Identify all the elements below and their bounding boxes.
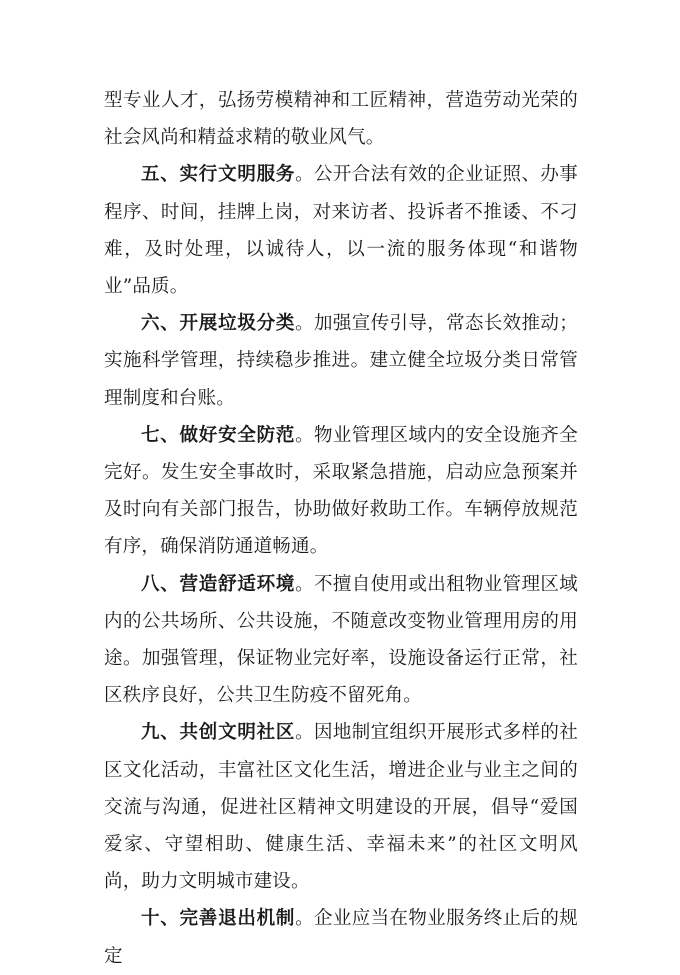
paragraph-text: 。因地制宜组织开展形式多样的社区文化活动，丰富社区文化生活，增进企业与业主之间的交流与沟通，促进社区精神文明建设的开展，倡导“爱国爱家、守望相助、健康生活、幸福未来”的社区文明风尚，助力文明城市建设。 — [104, 722, 578, 893]
paragraph-garbage-sorting — [104, 305, 578, 417]
section-heading: 十、完善退出机制 — [141, 908, 296, 930]
section-heading: 八、营造舒适环境 — [141, 573, 296, 595]
paragraph-text: 型专业人才，弘扬劳模精神和工匠精神，营造劳动光荣的社会风尚和精益求精的敬业风气。 — [104, 90, 578, 149]
section-heading: 六、开展垃圾分类 — [141, 313, 296, 335]
paragraph-text: 。加强宣传引导，常态长效推动；实施科学管理，持续稳步推进。建立健全垃圾分类日常管理制度和台账。 — [104, 313, 578, 409]
paragraph-safety — [104, 417, 578, 566]
paragraph-text: 。物业管理区域内的安全设施齐全完好。发生安全事故时，采取紧急措施，启动应急预案并及时向有关部门报告，协助做好救助工作。车辆停放规范有序，确保消防通道畅通。 — [104, 424, 578, 558]
paragraph-continuation — [104, 82, 578, 156]
document-body — [104, 82, 578, 975]
paragraph-civilized-service — [104, 156, 578, 305]
paragraph-text: 。企业应当在物业服务终止后的规定 — [104, 908, 578, 967]
paragraph-community — [104, 714, 578, 900]
paragraph-environment — [104, 566, 578, 715]
paragraph-text: 。不擅自使用或出租物业管理区域内的公共场所、公共设施，不随意改变物业管理用房的用途。加强管理，保证物业完好率，设施设备运行正常，社区秩序良好，公共卫生防疫不留死角。 — [104, 573, 578, 707]
section-heading: 七、做好安全防范 — [141, 424, 296, 446]
section-heading: 五、实行文明服务 — [141, 164, 296, 186]
paragraph-exit-mechanism — [104, 900, 578, 974]
paragraph-text: 。公开合法有效的企业证照、办事程序、时间，挂牌上岗，对来访者、投诉者不推诿、不刁难，及时处理，以诚待人，以一流的服务体现“和谐物业”品质。 — [104, 164, 578, 298]
section-heading: 九、共创文明社区 — [141, 722, 296, 744]
